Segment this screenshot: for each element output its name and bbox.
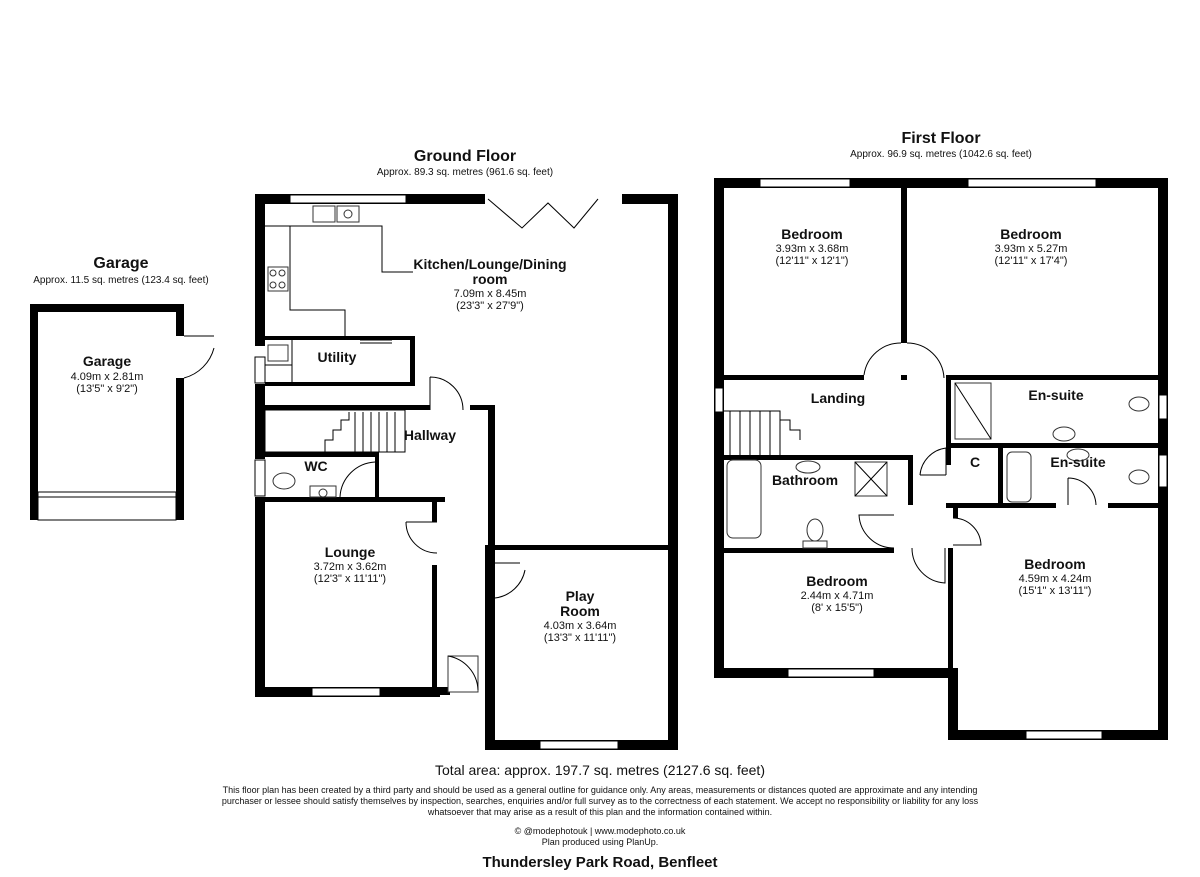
bedroom-bm-name: Bedroom <box>806 573 868 589</box>
play-room-imperial: (13'3" x 11'11") <box>543 632 617 644</box>
bedroom-bm-imperial: (8' x 15'5") <box>811 602 863 614</box>
hallway-name: Hallway <box>403 427 457 443</box>
disclaimer-line-3: whatsoever that may arise as a result of this plan and the information contained within. <box>427 807 773 817</box>
property-address: Thundersley Park Road, Benfleet <box>482 854 718 871</box>
bedroom-tr-name: Bedroom <box>1000 226 1062 242</box>
kitchen-name-line1: Kitchen/Lounge/Dining <box>413 256 567 272</box>
garage-room-imperial: (13'5" x 9'2") <box>76 383 138 395</box>
garage-side-door-swing <box>184 336 214 378</box>
bedroom-tl-metric: 3.93m x 3.68m <box>775 243 849 255</box>
bedroom-tl-name: Bedroom <box>781 226 843 242</box>
wc-name: WC <box>304 458 328 474</box>
total-area: Total area: approx. 197.7 sq. metres (2127.6 sq. feet) <box>435 762 765 778</box>
garage-plan <box>30 255 214 520</box>
play-room-name-line2: Room <box>560 603 600 619</box>
cupboard-name: C <box>969 454 981 470</box>
kitchen-units <box>265 206 413 336</box>
ground-floor-stairs <box>265 410 405 452</box>
credit-line-1: © @modephotouk | www.modephoto.co.uk <box>514 826 686 836</box>
first-floor-stairs <box>724 411 800 455</box>
ensuite-1-name: En-suite <box>1028 387 1084 403</box>
garage-room-name: Garage <box>82 353 132 369</box>
first-floor-title: First Floor <box>901 130 981 147</box>
play-room-name-line1: Play <box>565 588 595 604</box>
bedroom-bm-metric: 2.44m x 4.71m <box>800 590 874 602</box>
kitchen-name-line2: room <box>472 271 508 287</box>
disclaimer-line-1: This floor plan has been created by a third party and should be used as a general outline for guidance only. Any areas, measurements or distances quoted are approximate and any intending <box>222 785 978 795</box>
lounge-imperial: (12'3" x 11'11") <box>313 573 387 585</box>
bathroom-name: Bathroom <box>771 472 839 488</box>
bedroom-tr-imperial: (12'11" x 17'4") <box>994 255 1068 267</box>
first-floor-plan <box>714 130 1168 740</box>
garage-room-metric: 4.09m x 2.81m <box>70 371 144 383</box>
disclaimer-line-2: purchaser or lessee should satisfy themselves by inspection, searches, enquiries and/or full survey as to the correctness of each statement. We accept no responsibility or liability for any loss <box>221 796 979 806</box>
play-room-metric: 4.03m x 3.64m <box>543 620 617 632</box>
ensuite-2-name: En-suite <box>1050 454 1106 470</box>
lounge-name: Lounge <box>324 544 376 560</box>
bifold-doors <box>488 199 598 228</box>
landing-name: Landing <box>810 390 866 406</box>
disclaimer <box>0 785 1200 818</box>
garage-title: Garage <box>93 255 149 272</box>
garage-area: Approx. 11.5 sq. metres (123.4 sq. feet) <box>33 275 209 286</box>
bedroom-tr-metric: 3.93m x 5.27m <box>994 243 1068 255</box>
credit-line-2: Plan produced using PlanUp. <box>541 837 659 847</box>
first-floor-area: Approx. 96.9 sq. metres (1042.6 sq. feet) <box>850 149 1032 160</box>
ground-floor-area: Approx. 89.3 sq. metres (961.6 sq. feet) <box>376 167 554 178</box>
lounge-metric: 3.72m x 3.62m <box>313 561 387 573</box>
kitchen-metric: 7.09m x 8.45m <box>453 288 527 300</box>
garage-door <box>38 492 176 520</box>
bedroom-br-metric: 4.59m x 4.24m <box>1018 573 1092 585</box>
ground-floor-title: Ground Floor <box>413 148 517 165</box>
ground-floor-plan <box>255 148 678 750</box>
bedroom-br-name: Bedroom <box>1024 556 1086 572</box>
garage-walls <box>30 304 184 520</box>
utility-name: Utility <box>317 349 357 365</box>
bedroom-tl-imperial: (12'11" x 12'1") <box>775 255 849 267</box>
bedroom-br-imperial: (15'1" x 13'11") <box>1018 585 1092 597</box>
credit <box>0 826 1200 848</box>
ground-floor-doors <box>403 377 525 692</box>
kitchen-imperial: (23'3" x 27'9") <box>456 300 524 312</box>
